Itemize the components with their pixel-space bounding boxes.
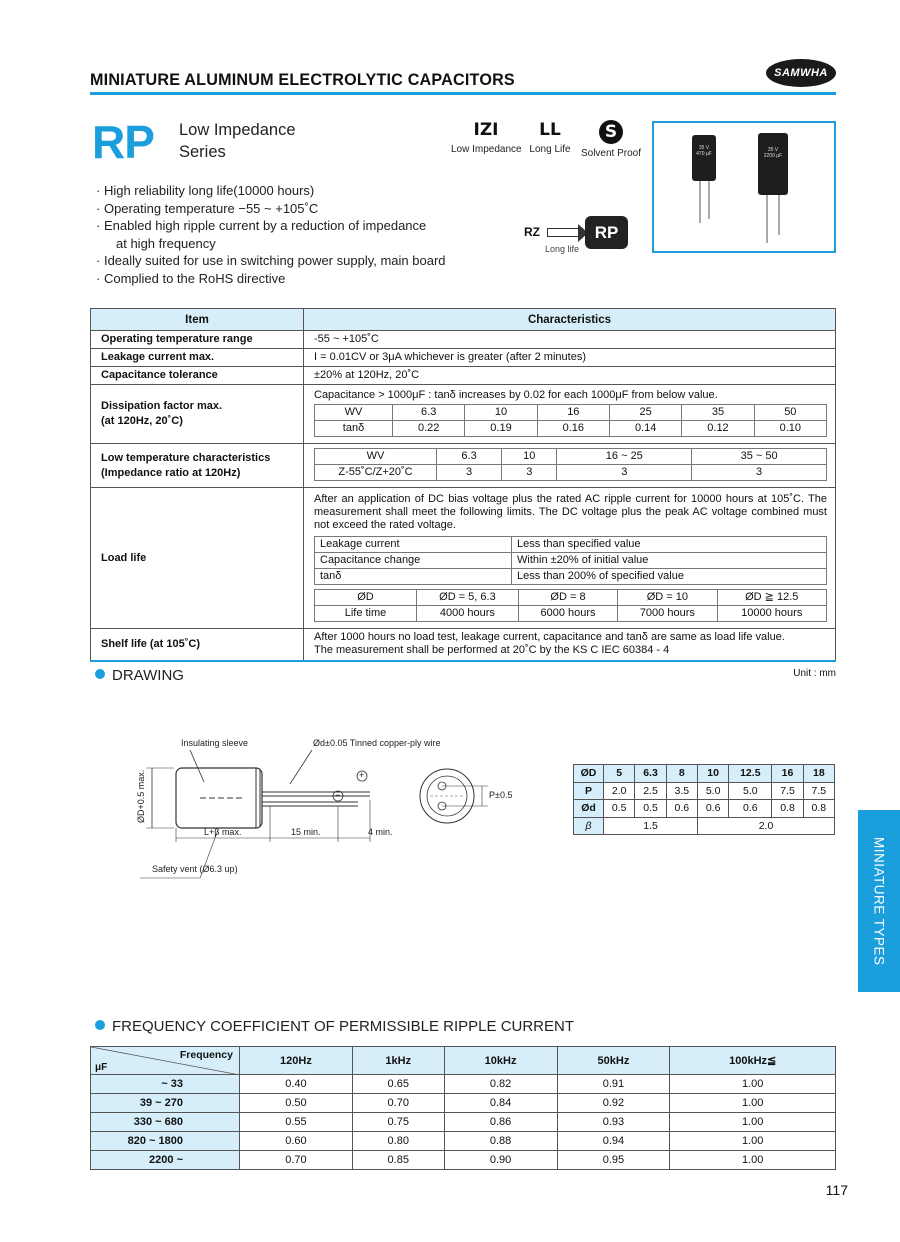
current-series-box: RP xyxy=(585,216,628,249)
lifetime-hours: 7000 hours xyxy=(618,606,717,622)
freq-value: 0.85 xyxy=(352,1151,444,1170)
dim-d: 18 xyxy=(803,765,834,783)
spec-item-line: (at 120Hz, 20˚C) xyxy=(101,415,183,427)
freq-header: 120Hz xyxy=(240,1047,353,1075)
cap-capacitance-text: 2200 μF xyxy=(763,153,783,159)
diameter-label: ØD+0.5 max. xyxy=(136,769,146,823)
spec-header-characteristics: Characteristics xyxy=(304,309,836,331)
freq-value: 0.91 xyxy=(557,1075,670,1094)
dim-d: 6.3 xyxy=(635,765,666,783)
loadlife-limits-table xyxy=(314,536,827,585)
shelf-line: After 1000 hours no load test, leakage current, capacitance and tanδ are same as load life value. xyxy=(314,631,785,644)
lowtemp-z-label: Z-55˚C/Z+20˚C xyxy=(315,465,437,481)
section-side-tab[interactable]: MINIATURE TYPES xyxy=(858,810,900,992)
spec-item xyxy=(91,444,304,488)
frequency-table xyxy=(90,1046,836,1170)
badge-solvent-proof xyxy=(576,120,646,159)
lowtemp-z: 3 xyxy=(437,465,502,481)
freq-value: 0.88 xyxy=(444,1132,557,1151)
shelf-line: The measurement shall be performed at 20˚C by the KS C IEC 60384 - 4 xyxy=(314,644,670,657)
series-code: RP xyxy=(92,116,154,168)
freq-value: 0.92 xyxy=(557,1094,670,1113)
freq-cap: 330 ~ 680 xyxy=(91,1113,240,1132)
spec-item: Operating temperature range xyxy=(91,331,304,349)
freq-header: 100kHz≦ xyxy=(670,1047,836,1075)
vent-note: (Ø6.3 up) xyxy=(199,864,238,874)
lifetime-d: ØD = 5, 6.3 xyxy=(417,590,519,606)
freq-header: 1kHz xyxy=(352,1047,444,1075)
lowtemp-z: 3 xyxy=(692,465,827,481)
badge-label: Long Life xyxy=(529,144,571,155)
dim-p-label: P xyxy=(574,782,604,800)
bullet-dot-icon xyxy=(95,669,105,679)
df-wv: 10 xyxy=(465,405,537,421)
freq-corner-top: Frequency xyxy=(179,1049,233,1061)
df-wv-label: WV xyxy=(315,405,393,421)
cap-capacitance-text: 470 μF xyxy=(696,151,712,157)
limit-value: Less than 200% of specified value xyxy=(512,569,827,585)
dim-p: 2.5 xyxy=(635,782,666,800)
spec-header-item: Item xyxy=(91,309,304,331)
capacitor-image-large xyxy=(758,133,788,195)
drawing-title: DRAWING xyxy=(112,667,184,684)
freq-value: 0.93 xyxy=(557,1113,670,1132)
spec-value xyxy=(304,488,836,629)
df-tan: 0.22 xyxy=(393,421,465,437)
dim-wire: 0.6 xyxy=(666,800,697,818)
dim-d: 5 xyxy=(604,765,635,783)
badge-label: Low Impedance xyxy=(451,144,522,155)
spec-value: I = 0.01CV or 3μA whichever is greater (after 2 minutes) xyxy=(304,349,836,367)
dim-p: 7.5 xyxy=(803,782,834,800)
spec-value xyxy=(304,444,836,488)
dim-d: 16 xyxy=(772,765,803,783)
lifetime-hours: 10000 hours xyxy=(717,606,827,622)
long-life-icon: LL xyxy=(539,120,561,140)
dim-wire: 0.6 xyxy=(729,800,772,818)
lowtemp-z: 3 xyxy=(502,465,557,481)
dim-wire: 0.5 xyxy=(635,800,666,818)
freq-header: 50kHz xyxy=(557,1047,670,1075)
low-impedance-icon: IZI xyxy=(473,120,499,140)
samwha-logo: SAMWHA xyxy=(766,59,836,87)
df-tan: 0.14 xyxy=(609,421,681,437)
dim-beta: 1.5 xyxy=(604,817,698,835)
dim-wire-label: Ød xyxy=(574,800,604,818)
safety-vent-label xyxy=(152,864,238,874)
lowtemp-table xyxy=(314,448,827,481)
feature-item: · High reliability long life(10000 hours) xyxy=(96,182,446,200)
spec-item: Capacitance tolerance xyxy=(91,367,304,385)
lifetime-label: Life time xyxy=(315,606,417,622)
df-tan: 0.19 xyxy=(465,421,537,437)
lifetime-d: ØD ≧ 12.5 xyxy=(717,590,827,606)
lineage-note: Long life xyxy=(545,244,580,254)
lifetime-table xyxy=(314,589,827,622)
limit-value: Within ±20% of initial value xyxy=(512,553,827,569)
dim-p: 7.5 xyxy=(772,782,803,800)
freq-value: 1.00 xyxy=(670,1151,836,1170)
freq-cap: 2200 ~ xyxy=(91,1151,240,1170)
lifetime-d-label: ØD xyxy=(315,590,417,606)
spec-item-line: Low temperature characteristics xyxy=(101,451,271,464)
bullet-dot-icon xyxy=(95,1020,105,1030)
feature-list xyxy=(96,182,446,287)
feature-item: · Ideally suited for use in switching power supply, main board xyxy=(96,252,446,270)
header-rule xyxy=(90,92,836,95)
spec-item: Shelf life (at 105˚C) xyxy=(91,629,304,661)
series-name-line2: Series xyxy=(179,143,226,161)
spec-table xyxy=(90,308,836,662)
df-tan-label: tanδ xyxy=(315,421,393,437)
lead-wire xyxy=(708,181,710,219)
loadlife-text: After an application of DC bias voltage plus the rated AC ripple current for 10000 hours at 105˚C. The measurement shall meet the following limits. The DC voltage plus the peak AC voltage combined must not exceed the rated voltage. xyxy=(314,493,827,531)
freq-corner-bottom: μF xyxy=(95,1062,108,1073)
feature-item xyxy=(96,217,446,252)
freq-value: 0.70 xyxy=(352,1094,444,1113)
feature-item: · Complied to the RoHS directive xyxy=(96,270,446,288)
dim-p: 2.0 xyxy=(604,782,635,800)
df-wv: 16 xyxy=(537,405,609,421)
spec-item xyxy=(91,385,304,444)
spec-value xyxy=(304,385,836,444)
series-name xyxy=(179,119,296,163)
dim-d: 12.5 xyxy=(729,765,772,783)
lead-wire xyxy=(778,195,780,235)
df-tan: 0.12 xyxy=(682,421,754,437)
spec-value xyxy=(304,629,836,661)
drawing-heading xyxy=(95,667,184,684)
spec-item-line: Dissipation factor max. xyxy=(101,400,223,412)
freq-value: 0.90 xyxy=(444,1151,557,1170)
spec-item: Load life xyxy=(91,488,304,629)
dim-d: 8 xyxy=(666,765,697,783)
lead-min-label: 15 min. xyxy=(291,827,321,837)
dim-wire: 0.5 xyxy=(604,800,635,818)
dim-p: 5.0 xyxy=(729,782,772,800)
dim-wire: 0.6 xyxy=(697,800,728,818)
tip-min-label: 4 min. xyxy=(368,827,393,837)
freq-value: 0.40 xyxy=(240,1075,353,1094)
lifetime-hours: 6000 hours xyxy=(518,606,617,622)
freq-cap: 39 ~ 270 xyxy=(91,1094,240,1113)
pitch-label: P±0.5 xyxy=(489,790,513,800)
dim-d-label: ØD xyxy=(574,765,604,783)
freq-value: 1.00 xyxy=(670,1094,836,1113)
df-tan: 0.10 xyxy=(754,421,826,437)
dim-wire: 0.8 xyxy=(803,800,834,818)
freq-value: 0.75 xyxy=(352,1113,444,1132)
dim-d: 10 xyxy=(697,765,728,783)
table-row xyxy=(91,1132,836,1151)
df-wv: 25 xyxy=(609,405,681,421)
lead-wire xyxy=(766,195,768,243)
limit-name: Leakage current xyxy=(315,537,512,553)
freq-value: 0.94 xyxy=(557,1132,670,1151)
table-row xyxy=(91,1094,836,1113)
solvent-proof-icon: S xyxy=(599,120,623,144)
freq-value: 1.00 xyxy=(670,1113,836,1132)
lowtemp-wv: 16 ~ 25 xyxy=(557,449,692,465)
freq-cap: 820 ~ 1800 xyxy=(91,1132,240,1151)
dim-p: 5.0 xyxy=(697,782,728,800)
freq-title: FREQUENCY COEFFICIENT OF PERMISSIBLE RIPPLE CURRENT xyxy=(112,1018,575,1035)
freq-value: 0.82 xyxy=(444,1075,557,1094)
table-row xyxy=(91,1113,836,1132)
page-number: 117 xyxy=(825,1182,848,1198)
badge-low-impedance xyxy=(451,120,521,155)
wire-label: Ød±0.05 Tinned copper-ply wire xyxy=(313,738,441,748)
freq-value: 0.50 xyxy=(240,1094,353,1113)
predecessor-series: RZ xyxy=(524,225,540,239)
feature-text-cont: at high frequency xyxy=(116,235,216,251)
spec-value: -55 ~ +105˚C xyxy=(304,331,836,349)
feature-text: Enabled high ripple current by a reduction of impedance xyxy=(103,218,427,233)
freq-value: 0.95 xyxy=(557,1151,670,1170)
limit-value: Less than specified value xyxy=(512,537,827,553)
freq-value: 0.80 xyxy=(352,1132,444,1151)
feature-item: · Operating temperature −55 ~ +105˚C xyxy=(96,200,446,218)
df-wv: 6.3 xyxy=(393,405,465,421)
freq-cap: ~ 33 xyxy=(91,1075,240,1094)
freq-value: 0.60 xyxy=(240,1132,353,1151)
table-row xyxy=(91,1151,836,1170)
vent-text: Safety vent xyxy=(152,864,198,874)
product-photo xyxy=(652,121,836,253)
df-note: Capacitance > 1000μF : tanδ increases by 0.02 for each 1000μF from below value. xyxy=(314,389,718,401)
limit-name: Capacitance change xyxy=(315,553,512,569)
lowtemp-wv: 6.3 xyxy=(437,449,502,465)
spec-item: Leakage current max. xyxy=(91,349,304,367)
lifetime-d: ØD = 8 xyxy=(518,590,617,606)
plus-sign: + xyxy=(359,770,365,780)
freq-value: 0.55 xyxy=(240,1113,353,1132)
df-table xyxy=(314,404,827,437)
df-wv: 35 xyxy=(682,405,754,421)
length-label: L+β max. xyxy=(204,827,242,837)
dim-beta: 2.0 xyxy=(697,817,834,835)
lowtemp-wv: 10 xyxy=(502,449,557,465)
lowtemp-wv: 35 ~ 50 xyxy=(692,449,827,465)
lead-wire xyxy=(699,181,701,223)
cap-voltage-text: 35 V xyxy=(698,145,710,151)
table-row xyxy=(91,1075,836,1094)
lifetime-d: ØD = 10 xyxy=(618,590,717,606)
page-title: MINIATURE ALUMINUM ELECTROLYTIC CAPACITORS xyxy=(90,70,515,89)
badge-long-life xyxy=(515,120,585,155)
freq-value: 0.70 xyxy=(240,1151,353,1170)
dim-beta-label: β xyxy=(574,817,604,835)
freq-heading xyxy=(95,1018,574,1035)
lowtemp-z: 3 xyxy=(557,465,692,481)
freq-value: 0.65 xyxy=(352,1075,444,1094)
dim-p: 3.5 xyxy=(666,782,697,800)
badge-label: Solvent Proof xyxy=(580,148,642,159)
freq-value: 1.00 xyxy=(670,1132,836,1151)
freq-value: 0.84 xyxy=(444,1094,557,1113)
spec-value: ±20% at 120Hz, 20˚C xyxy=(304,367,836,385)
minus-sign: − xyxy=(335,790,341,800)
spec-item-line: (Impedance ratio at 120Hz) xyxy=(101,466,241,479)
freq-value: 0.86 xyxy=(444,1113,557,1132)
dimension-table xyxy=(573,764,835,835)
df-tan: 0.16 xyxy=(537,421,609,437)
sleeve-label: Insulating sleeve xyxy=(181,738,249,748)
freq-corner-cell xyxy=(91,1047,240,1075)
freq-header: 10kHz xyxy=(444,1047,557,1075)
dim-wire: 0.8 xyxy=(772,800,803,818)
lifetime-hours: 4000 hours xyxy=(417,606,519,622)
lowtemp-wv-label: WV xyxy=(315,449,437,465)
series-name-line1: Low Impedance xyxy=(179,121,296,139)
capacitor-image-small xyxy=(692,135,716,181)
limit-name: tanδ xyxy=(315,569,512,585)
cap-voltage-text: 35 V xyxy=(767,147,779,153)
freq-value: 1.00 xyxy=(670,1075,836,1094)
unit-label: Unit : mm xyxy=(793,668,836,679)
df-wv: 50 xyxy=(754,405,826,421)
